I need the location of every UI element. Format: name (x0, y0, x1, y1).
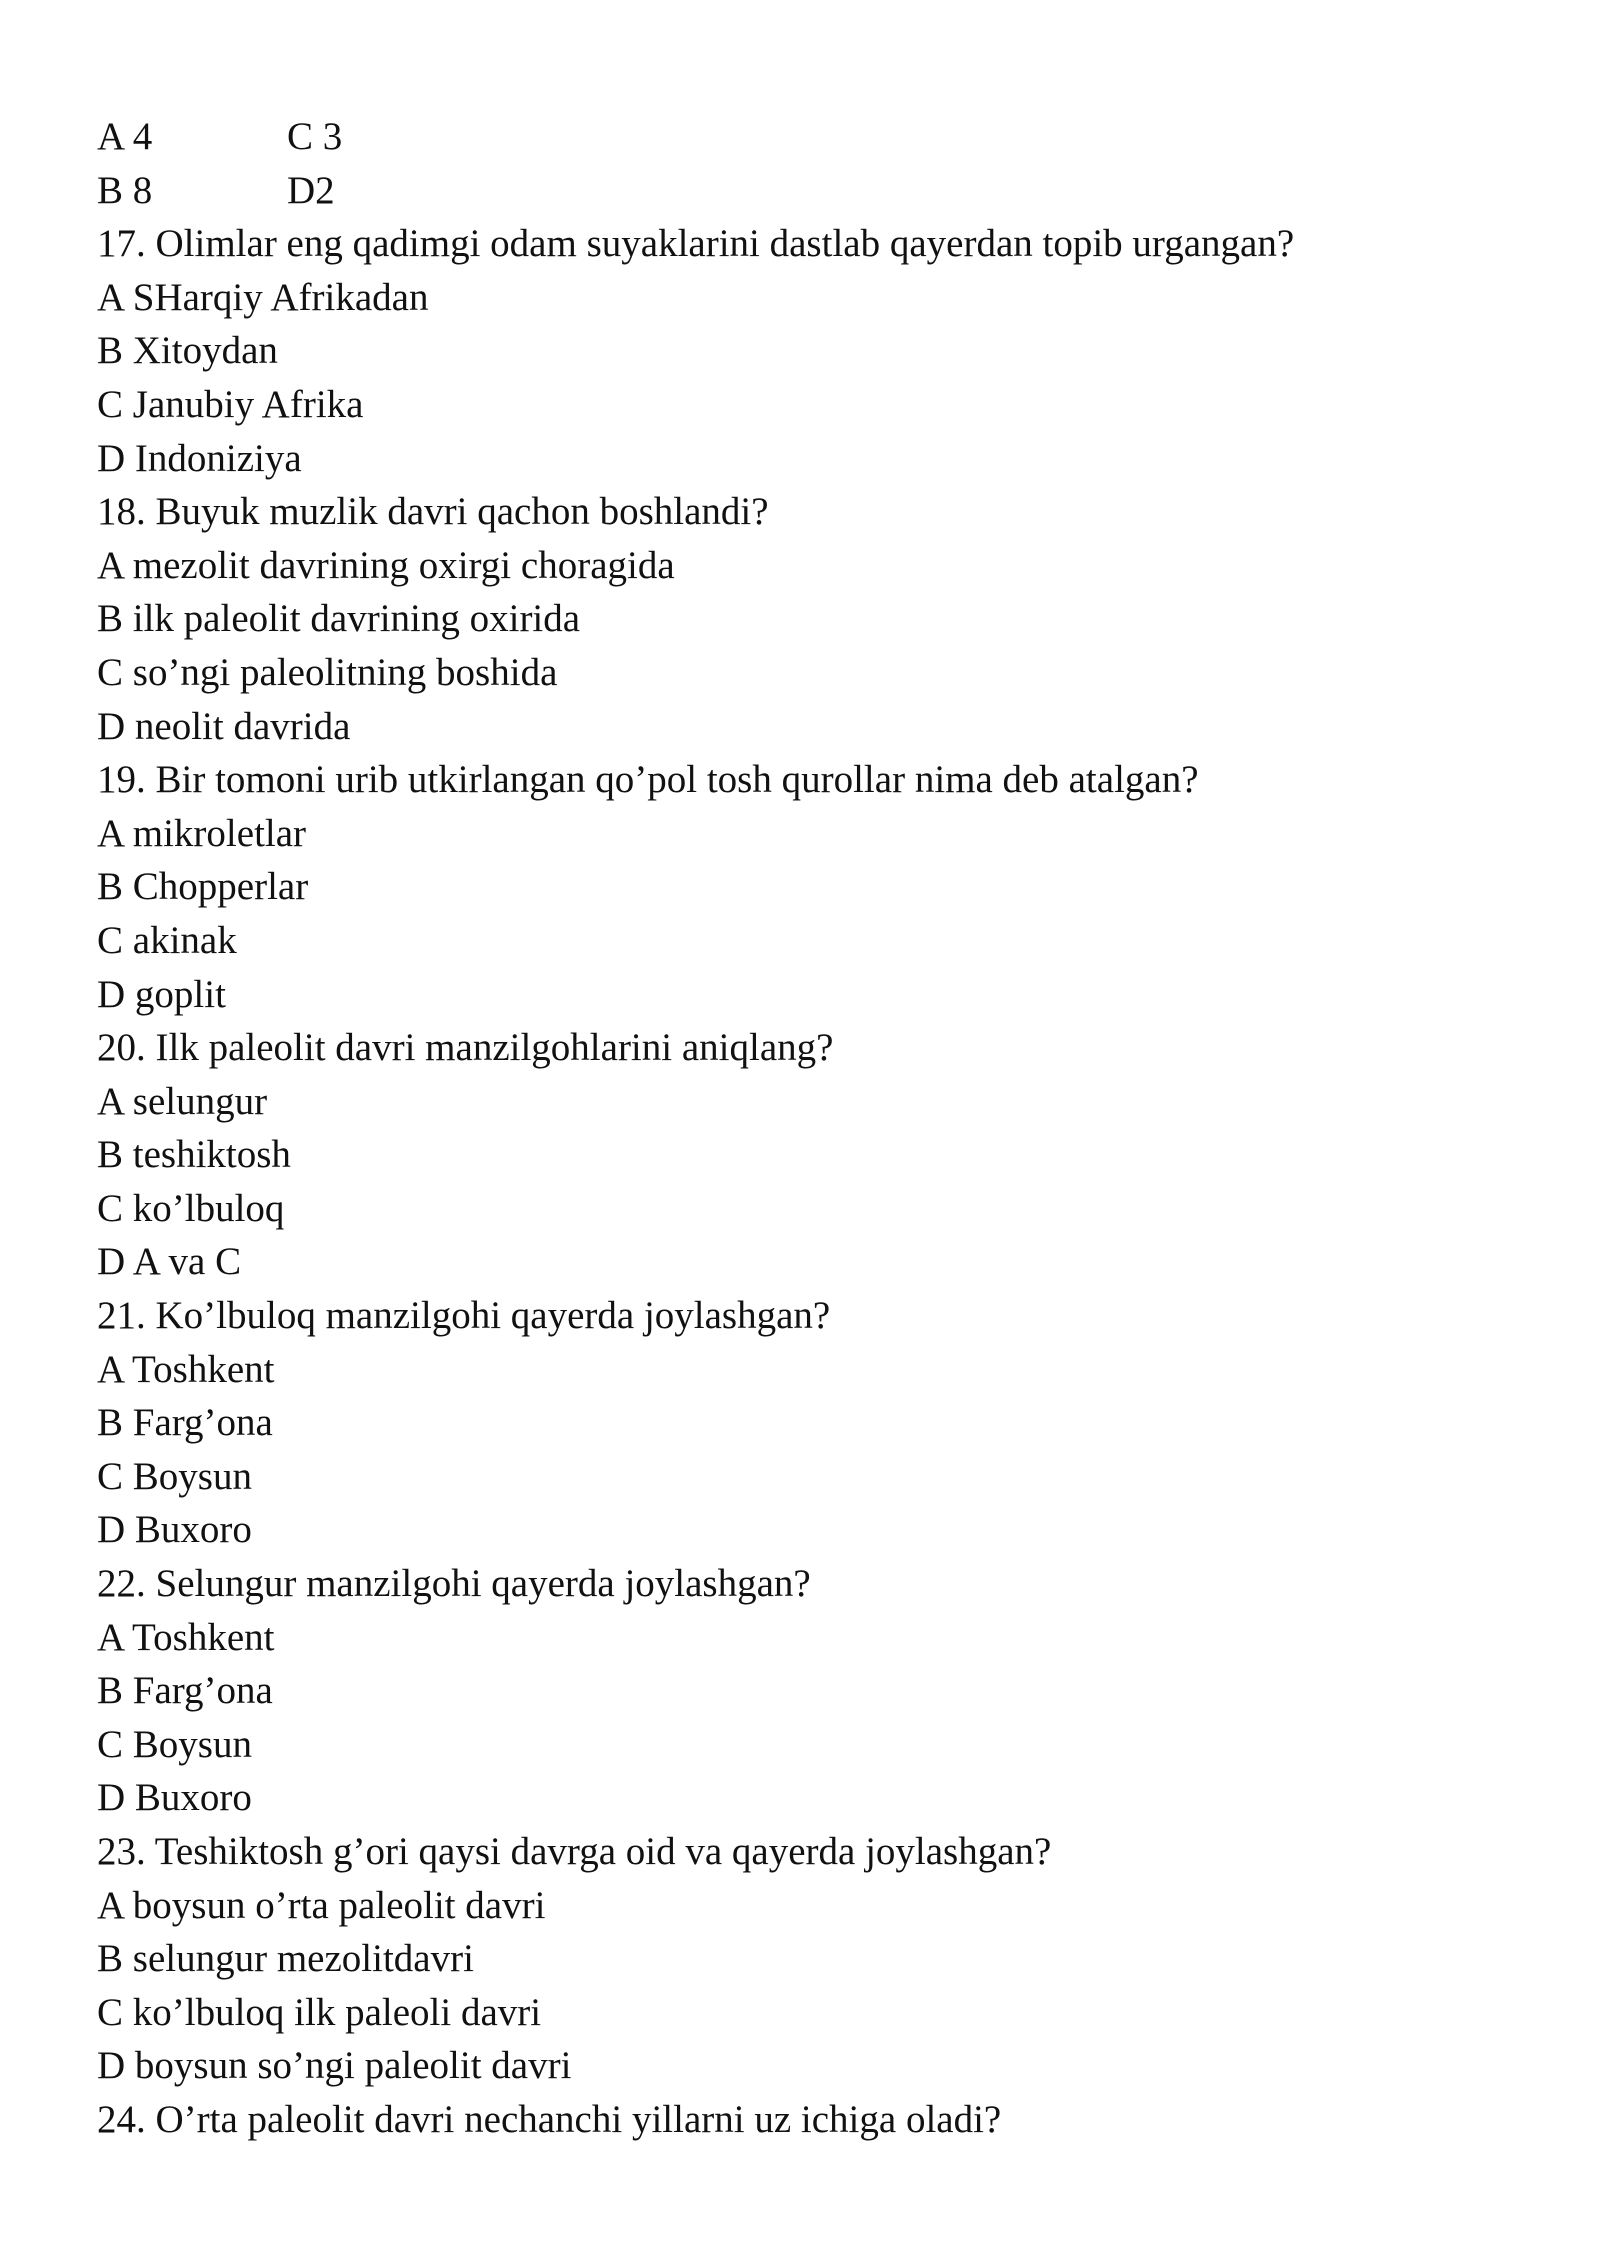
option-c: C Boysun (97, 1454, 252, 1498)
option-a: A mezolit davrining oxirgi choragida (97, 543, 675, 587)
question-23: 23. Teshiktosh g’ori qaysi davrga oid va qayerda joylashgan? (97, 1830, 1052, 1873)
answer-option: B 8 (97, 168, 153, 212)
option-b: B teshiktosh (97, 1133, 291, 1177)
question-17: 17. Olimlar eng qadimgi odam suyaklarini dastlab qayerdan topib urgangan? (97, 222, 1295, 266)
option-a: A Toshkent (97, 1347, 275, 1391)
option-c: C ko’lbuloq ilk paleoli davri (97, 1990, 542, 2034)
option-d: D goplit (97, 972, 226, 1016)
answer-option: C 3 (287, 115, 343, 158)
answer-row (97, 164, 1517, 218)
option-a: A SHarqiy Afrikadan (97, 275, 429, 319)
option-d: D A va C (97, 1240, 242, 1284)
answer-row (97, 110, 1517, 164)
option-c: C ko’lbuloq (97, 1186, 285, 1230)
question-20: 20. Ilk paleolit davri manzilgohlarini aniqlang? (97, 1026, 834, 1070)
option-b: B ilk paleolit davrining oxirida (97, 597, 581, 641)
option-c: C Janubiy Afrika (97, 382, 364, 426)
option-d: D Buxoro (97, 1776, 252, 1820)
option-b: B Farg’ona (97, 1669, 273, 1713)
answer-option: D2 (287, 168, 335, 212)
answer-option: A 4 (97, 115, 153, 158)
option-c: C so’ngi paleolitning boshida (97, 650, 558, 694)
option-b: B Chopperlar (97, 865, 309, 909)
option-b: B Xitoydan (97, 329, 278, 373)
option-a: A mikroletlar (97, 811, 307, 855)
question-19: 19. Bir tomoni urib utkirlangan qo’pol tosh qurollar nima deb atalgan? (97, 758, 1199, 802)
option-b: B Farg’ona (97, 1401, 273, 1445)
document-text (97, 110, 1517, 2147)
option-a: A boysun o’rta paleolit davri (97, 1883, 546, 1927)
option-c: C akinak (97, 918, 237, 962)
option-d: D Indoniziya (97, 436, 302, 480)
option-c: C Boysun (97, 1722, 252, 1766)
question-24: 24. O’rta paleolit davri nechanchi yillarni uz ichiga oladi? (97, 2097, 1002, 2141)
option-a: A selungur (97, 1079, 268, 1123)
question-21: 21. Ko’lbuloq manzilgohi qayerda joylashgan? (97, 1294, 831, 1338)
question-18: 18. Buyuk muzlik davri qachon boshlandi? (97, 490, 769, 534)
option-b: B selungur mezolitdavri (97, 1937, 474, 1981)
option-d: D Buxoro (97, 1508, 252, 1552)
option-a: A Toshkent (97, 1615, 275, 1659)
option-d: D boysun so’ngi paleolit davri (97, 2044, 572, 2088)
question-22: 22. Selungur manzilgohi qayerda joylashgan? (97, 1562, 811, 1606)
option-d: D neolit davrida (97, 704, 351, 748)
